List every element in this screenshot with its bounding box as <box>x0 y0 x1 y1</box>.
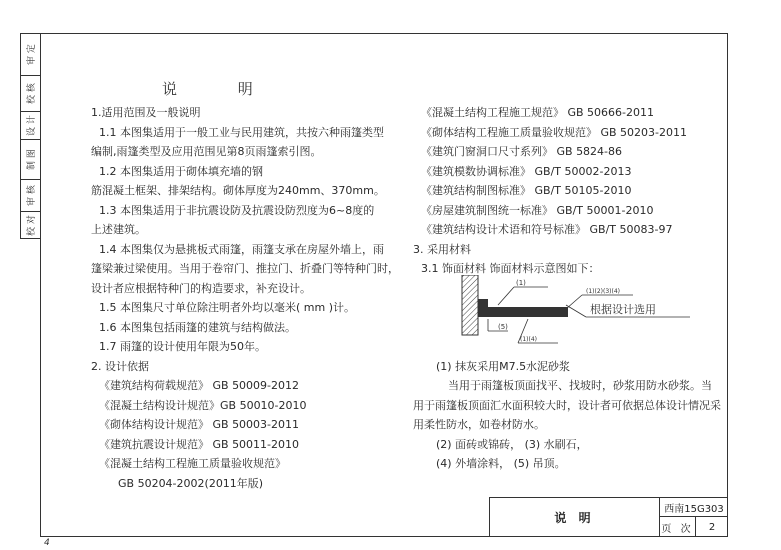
page-label: 页 次 <box>660 517 696 537</box>
text-line: 1.4 本图集仅为悬挑板式雨篷，雨篷支承在房屋外墙上，雨 <box>99 243 384 256</box>
signature-strip <box>20 33 40 239</box>
text-line: 《建筑模数协调标准》 GB/T 50002-2013 <box>421 165 632 178</box>
text-line: 篷梁兼过梁使用。当用于卷帘门、推拉门、折叠门等特种门时， <box>91 262 399 275</box>
text-line: 1.7 雨篷的设计使用年限为50年。 <box>99 340 266 353</box>
wall-section <box>462 275 478 335</box>
text-line: 当用于雨篷板顶面找平、找坡时，砂浆用防水砂浆。当 <box>448 379 712 392</box>
text-line: 编制,雨篷类型及应用范围见第8页雨篷索引图。 <box>91 145 322 158</box>
text-line: (4) 外墙涂料， (5) 吊顶。 <box>436 457 566 470</box>
text-line: 《建筑结构设计术语和符号标准》 GB/T 50083-97 <box>421 223 673 236</box>
leader-line <box>498 287 514 305</box>
text-line: GB 50204-2002(2011年版) <box>118 477 264 490</box>
text-line: 1.2 本图集适用于砌体填充墙的钢 <box>99 165 263 178</box>
text-line: 《房屋建筑制图统一标准》 GB/T 50001-2010 <box>421 204 654 217</box>
strip-cell: 校 对 <box>27 215 37 236</box>
strip-cell: 制 图 <box>21 140 40 180</box>
text-line: 1.3 本图集适用于非抗震设防及抗震设防烈度为6~8度的 <box>99 204 375 217</box>
text-line: 《建筑抗震设计规范》 GB 50011-2010 <box>99 438 300 451</box>
text-line: 筋混凝土框架、排架结构。砌体厚度为240mm、370mm。 <box>91 184 385 197</box>
text-line: 上述建筑。 <box>91 223 146 236</box>
atlas-code: 西南15G303 <box>660 498 728 517</box>
strip-cell: 设 计 <box>21 112 40 140</box>
page-title: 说 明 <box>162 80 281 98</box>
sheet-number: 4 <box>44 538 50 548</box>
text-line: 《建筑结构荷载规范》 GB 50009-2012 <box>99 379 300 392</box>
text-line: 1.6 本图集包括雨篷的建筑与结构做法。 <box>99 321 296 334</box>
text-line: 1.适用范围及一般说明 <box>91 106 201 119</box>
text-line: (1) 抹灰采用M7.5水泥砂浆 <box>436 360 571 373</box>
leader-line <box>566 305 586 317</box>
text-line: 《建筑门窗洞口尺寸系列》 GB 5824-86 <box>421 145 623 158</box>
text-line: 《砌体结构工程施工质量验收规范》 GB 50203-2011 <box>421 126 688 139</box>
label-bottom: (1)(4) <box>520 336 537 343</box>
text-line: 《混凝土结构设计规范》GB 50010-2010 <box>99 399 307 412</box>
text-line: 用柔性防水，如卷材防水。 <box>413 418 545 431</box>
label-bottom-5: (5) <box>498 323 508 331</box>
finish-material-diagram <box>458 275 703 355</box>
page-number: 2 <box>708 521 716 533</box>
text-line: (2) 面砖或锦砖， (3) 水刷石， <box>436 438 588 451</box>
strip-cell: 校 核 <box>21 76 40 112</box>
text-line: 2. 设计依据 <box>91 360 149 373</box>
slab-edge <box>478 299 488 307</box>
text-line: 《建筑结构制图标准》 GB/T 50105-2010 <box>421 184 632 197</box>
canopy-slab <box>478 307 568 317</box>
text-line: 《混凝土结构工程施工质量验收规范》 <box>99 457 286 470</box>
text-line: 1.5 本图集尺寸单位除注明者外均以毫米( mm )计。 <box>99 301 355 314</box>
title-block <box>489 497 728 537</box>
text-line: 《混凝土结构工程施工规范》 GB 50666-2011 <box>421 106 655 119</box>
text-line: 3.1 饰面材料 饰面材料示意图如下： <box>421 262 600 275</box>
text-line: 设计者应根据特种门的构造要求，补充设计。 <box>91 282 311 295</box>
label-top: (1) <box>516 279 526 287</box>
label-right: (1)(2)(3)(4) <box>586 288 620 295</box>
strip-cell: 审 定 <box>21 34 40 76</box>
text-line: 用于雨篷板顶面汇水面积较大时，设计者可依据总体设计情况采 <box>413 399 721 412</box>
text-line: 3. 采用材料 <box>413 243 471 256</box>
text-line: 1.1 本图集适用于一般工业与民用建筑，共按六种雨篷类型 <box>99 126 384 139</box>
selection-note: 根据设计选用 <box>590 303 656 316</box>
drawing-name: 说 明 <box>490 498 660 537</box>
strip-cell: 审 核 <box>21 180 40 212</box>
text-line: 《砌体结构设计规范》 GB 50003-2011 <box>99 418 300 431</box>
